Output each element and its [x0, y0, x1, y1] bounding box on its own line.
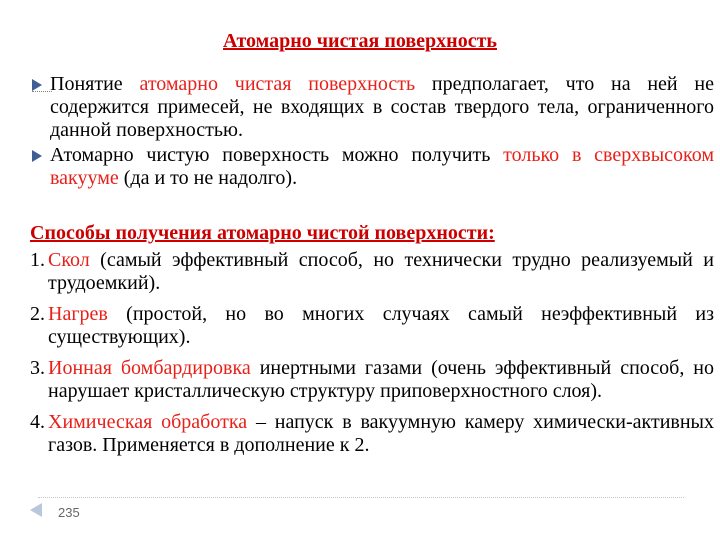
method-item-3 — [30, 357, 714, 403]
slide-title: Атомарно чистая поверхность — [223, 30, 497, 52]
method-item-1 — [30, 249, 714, 295]
bullet-highlight: только в сверхвысоком вакууме — [50, 144, 714, 189]
bullet-item-1 — [32, 73, 714, 142]
method-name: Скол — [48, 249, 90, 271]
method-number: 4. — [30, 411, 45, 433]
bullet-text: Понятие — [50, 73, 140, 95]
section-heading: Способы получения атомарно чистой поверхности: — [30, 222, 495, 244]
bullet-text: предполагает, что на ней не содержится примесей, не входящих в состав твердого тела, ограниченного данной поверхностью. — [50, 73, 714, 141]
bullet-text: (да и то не надолго). — [118, 167, 298, 189]
bullet-item-2 — [32, 144, 714, 190]
method-number: 2. — [30, 303, 45, 325]
method-name: Химическая обработка — [48, 411, 248, 433]
footer-triangle-icon — [30, 503, 42, 517]
method-item-4 — [30, 411, 714, 457]
bullet-text: Атомарно чистую поверхность можно получить — [50, 144, 504, 166]
footer-divider — [38, 497, 684, 498]
method-description: инертными газами (очень эффективный способ, но нарушает кристаллическую структуру приповерхностного слоя). — [48, 357, 714, 402]
triangle-bullet-icon — [32, 79, 42, 91]
method-description: – напуск в вакуумную камеру химически-активных газов. Применяется в дополнение к 2. — [48, 411, 714, 456]
bullet-list — [32, 73, 714, 192]
method-description: (простой, но во многих случаях самый неэффективный из существующих). — [48, 303, 714, 348]
method-name: Ионная бомбардировка — [48, 357, 251, 379]
method-item-2 — [30, 303, 714, 349]
bullet-highlight: атомарно чистая поверхность — [139, 73, 416, 95]
method-name: Нагрев — [48, 303, 108, 325]
method-number: 1. — [30, 249, 45, 271]
page-number: 235 — [58, 505, 80, 520]
methods-list — [30, 249, 714, 465]
method-number: 3. — [30, 357, 45, 379]
method-description: (самый эффективный способ, но технически трудно реализуемый и трудоемкий). — [48, 249, 714, 294]
triangle-bullet-icon — [32, 150, 42, 162]
